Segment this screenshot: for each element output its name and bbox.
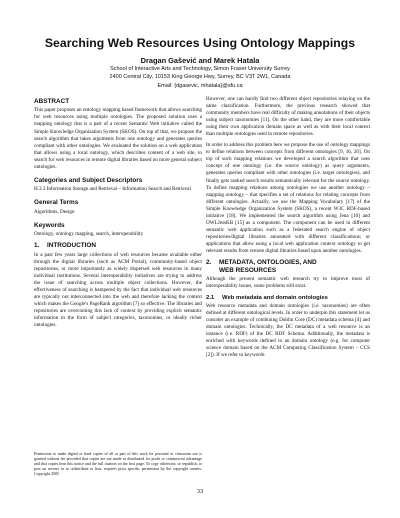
section-number: 2.1 [206,294,215,301]
email: Email: {dgasevic, mhatala}@sfu.ca [157,82,243,89]
categories-heading: Categories and Subject Descriptors [34,176,143,184]
page-number: 33 [196,488,204,495]
paragraph: However, one can hardly find two different object repositories relaying on the same classification. Furthermore, the previous research showed that community members have real difficulty of making annotations of their objects using subject taxonomies [11]. On the other hand, they are more comfortable using their own application domain space as well as with their local context than multiple ontologies used in remote repositories. [206,96,370,138]
section-title-line: WEB RESOURCES [219,267,277,275]
authors: Dragan Gašević and Marek Hatala [140,56,260,65]
section-title-line: METADATA, ONTOLOGIES, AND [219,259,317,267]
affiliation: School of Interactive Arts and Technology, Simon Fraser University Surrey [110,66,290,72]
general-terms-text: Algorithms, Design [34,208,75,215]
general-terms-heading: General Terms [34,199,79,207]
section-title: Web metadata and domain ontologies [222,294,328,301]
right-column [206,96,370,359]
section-2-1-text: Web resource metadata and domain ontologies (i.e. taxonomies) are often defined at different ontological levels. In order to underpin this statement let us consider an example of combining Dublin Core (DC) metadata schema [4] and domain ontologies. Technically, the DC metadata of a web resource is an instance (i.e. RDF) of the DC RDF Schema. Additionally, the metadata is enriched with keywords defined in an domain ontology (e.g. for computer science domain based on the ACM Computing Classification System – CCS [2]). If we refer to keywords [206,303,370,359]
permission-notice: Permission to make digital or hard copies of all or part of this work for personal or classroom use is granted without fee provided that copies are not made or distributed for profit or commercial advantage and that copies bear this notice and the full citation on the first page. To copy otherwise, or republish, to post on servers or to redistribute to lists, requires prior specific permission by the copyright owners. Copyright 2005 [34,451,202,477]
abstract-heading: ABSTRACT [34,98,70,105]
section-2-text: Although the present semantic web research try to improve most of interoperability issues, some problems still exist. [206,276,370,290]
section-number: 2. [206,259,212,267]
introduction-text: In a past few years large collections of web resources became available either through the digital libraries (such as ACM Portal), community-based object repositories, or more importantly as widely dispersed web resources in many individual institutions. Several interoperability initiatives are trying to address the issue of searching across multiple object collections. However, the effectiveness of searching is hampered by the fact that individual web resources are typically not interconnected into the web and therefore lacking the context which makes the Google's PageRank algorithm [7] so effective. The libraries and repositories are overcoming this lack of context by providing explicit semantic information in the form of subject categories, taxonomies, or ideally richer ontologies. [34,251,202,328]
address: 2400 Central City, 10153 King George Hwy, Surrey, BC V3T 2W1, Canada [109,74,291,81]
paper-header [0,36,400,90]
abstract-text: This paper proposes an ontology mapping based framework that allows searching for web resources using multiple ontologies. The proposed solution uses a mapping ontology that is a part of a recent Semantic Web initiative called the Simple Knowledge Organization System (SKOS). On top of that, we propose the search algorithm that takes arguments from one ontology and generates queries compliant with other ontologies. We evaluated the solution on a web application that allows using a local ontology, which describes content of a web site, to search for web resources in remote digital libraries based on more general subject ontologies. [34,107,202,170]
section-2-1-heading [206,295,370,303]
section-2-heading [206,259,370,275]
paper-title: Searching Web Resources Using Ontology Mappings [44,36,356,50]
categories-text: H.3.3 Information Storage and Retrieval – Information Search and Retrieval [34,186,191,193]
section-title [219,259,317,275]
left-column [34,98,202,329]
keywords-heading: Keywords [34,221,65,229]
introduction-heading [34,242,202,250]
keywords-text: Ontology, ontology mapping, search, interoperability [34,231,144,238]
paragraph: In order to address this problem here we propose the use of ontology mappings to define relations between concepts from different ontologies [9, 16, 20]. On top of such mapping relations we developed a search algorithm that uses concept of one ontology (i.e. the source ontology) as query arguments, generates queries compliant with other ontologies (i.e. target ontologies), and finally gets ranked search results semantically relevant for the source ontology. To define mapping relations among ontologies we use another ontology – mapping ontology – that specifies a set of relations for relating concepts from different ontologies. Actually, we use the Mapping Vocabulary [17] of the Simple Knowledge Organization System (SKOS), a recent W3C RDF-based initiative [18]. We implemented the search algorithm using Jena [10] and OWLJessKB [15] as a component. The component can be used in different semantic web application such as a federated search engine of object repositories/digital libraries annotated with different classifications; or applications that allow using a local web application context ontology to get relevant results from remote digital libraries based upon another ontologies. [206,142,370,254]
section-title: INTRODUCTION [47,242,96,250]
section-number: 1. [34,242,40,250]
